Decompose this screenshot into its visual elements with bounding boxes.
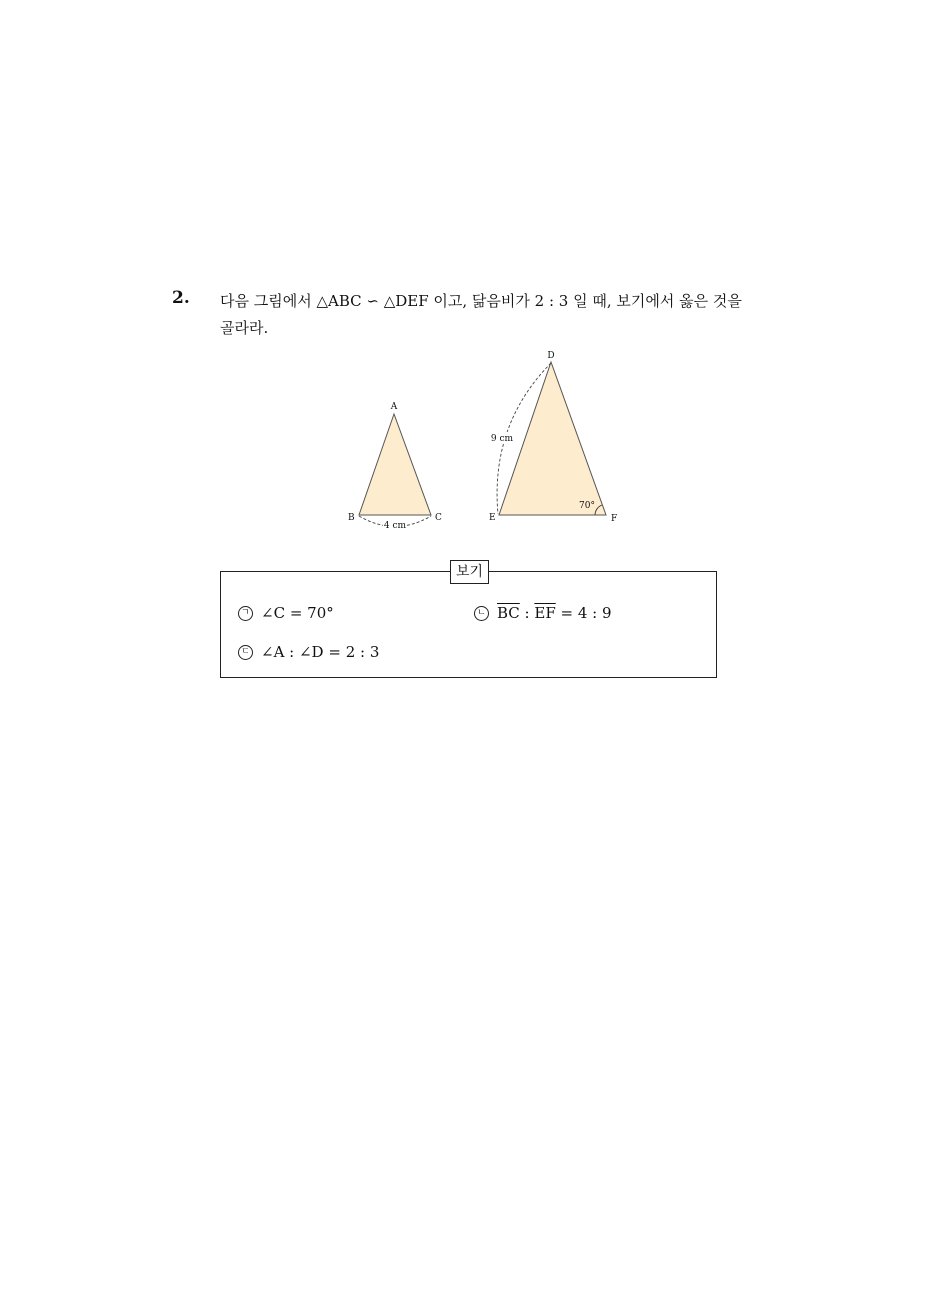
choice-item-3 bbox=[238, 642, 379, 662]
vertex-a-label: A bbox=[390, 402, 398, 412]
choices-title: 보기 bbox=[450, 560, 489, 584]
choice-text-2-mid: : bbox=[519, 604, 535, 622]
question-line-2: 골라라. bbox=[220, 319, 269, 337]
choice-marker-3: ㄷ bbox=[238, 645, 253, 660]
choice-text-1: ∠C = 70° bbox=[261, 604, 334, 622]
choice-marker-1: ㄱ bbox=[238, 606, 253, 621]
vertex-e-label: E bbox=[489, 513, 496, 523]
choice-marker-2: ㄴ bbox=[474, 606, 489, 621]
question-line-1: 다음 그림에서 △ABC ∽ △DEF 이고, 닮음비가 2 : 3 일 때, 보기에서 옳은 것을 bbox=[220, 292, 742, 310]
vertex-c-label: C bbox=[435, 513, 442, 523]
choice-text-3: ∠A : ∠D = 2 : 3 bbox=[261, 643, 380, 661]
problem-number: 2. bbox=[172, 288, 190, 308]
vertex-d-label: D bbox=[547, 351, 555, 361]
segment-bc: $\overline{BC}$ bbox=[497, 604, 520, 622]
side-de-label: 9 cm bbox=[490, 434, 514, 444]
choice-text-2-post: = 4 : 9 bbox=[555, 604, 612, 622]
choice-item-1 bbox=[238, 603, 334, 623]
vertex-f-label: F bbox=[611, 514, 618, 524]
segment-ef: $\overline{EF}$ bbox=[534, 604, 556, 622]
choice-item-2 bbox=[474, 603, 612, 623]
triangle-def bbox=[499, 362, 606, 515]
vertex-b-label: B bbox=[348, 513, 355, 523]
angle-f-label: 70° bbox=[579, 501, 595, 511]
triangle-abc bbox=[359, 414, 431, 515]
side-bc-label: 4 cm bbox=[383, 521, 407, 531]
similar-triangles-figure bbox=[0, 0, 926, 560]
